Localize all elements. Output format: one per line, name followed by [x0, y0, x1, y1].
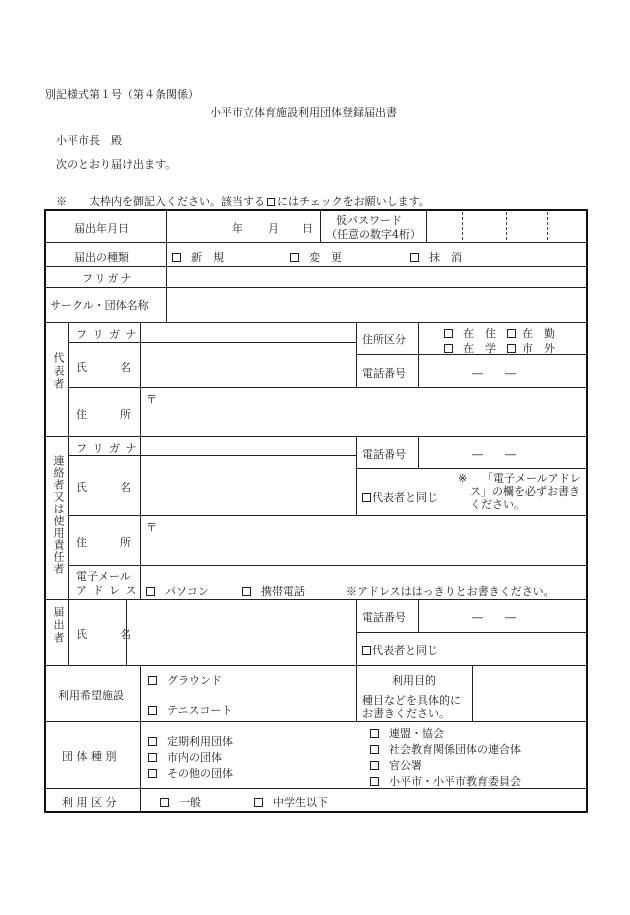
- purpose-input[interactable]: [474, 667, 584, 719]
- option-label: 一般: [179, 796, 201, 809]
- checkbox-icon[interactable]: [254, 798, 263, 807]
- contact-same-as-rep[interactable]: [362, 489, 438, 505]
- type-new-option[interactable]: [172, 249, 224, 265]
- purpose-note: 種目などを具体的にお書きください。: [362, 694, 461, 720]
- checkbox-icon[interactable]: [507, 344, 516, 353]
- checkbox-icon: [267, 198, 275, 206]
- circle-name-label: サークル・団体名称: [50, 299, 149, 312]
- checkbox-icon[interactable]: [148, 769, 157, 778]
- facility-ground-option[interactable]: [148, 672, 222, 688]
- checkbox-icon[interactable]: [148, 706, 157, 715]
- checkbox-icon[interactable]: [410, 253, 419, 262]
- type-label: 届出の種類: [74, 251, 129, 264]
- checkbox-icon[interactable]: [148, 753, 157, 762]
- checkbox-icon[interactable]: [370, 777, 379, 786]
- note-before: 太枠内を御記入ください。該当する: [89, 195, 265, 208]
- password-label: 仮パスワード: [336, 214, 402, 227]
- form-title: 小平市立体育施設利用団体登録届出書: [210, 106, 397, 119]
- email-required-mark: ※: [458, 472, 468, 485]
- option-label: その他の団体: [167, 767, 233, 780]
- address-class-label: 住所区分: [362, 333, 406, 346]
- date-label: 届出年月日: [74, 222, 129, 235]
- option-label: テニスコート: [167, 704, 233, 717]
- purpose-label: 利用目的: [392, 674, 436, 687]
- option-label: 市内の団体: [167, 751, 222, 764]
- type-change-option[interactable]: [290, 249, 342, 265]
- facility-tennis-option[interactable]: [148, 702, 233, 718]
- option-label: 在 住: [463, 327, 496, 340]
- type-delete-option[interactable]: [410, 249, 462, 265]
- checkbox-icon[interactable]: [370, 761, 379, 770]
- option-label: 官公署: [389, 759, 422, 772]
- checkbox-icon[interactable]: [290, 253, 299, 262]
- group-kodaira-option[interactable]: [370, 773, 521, 789]
- postal-mark: 〒: [146, 393, 157, 406]
- group-type-label: 団 体 種 別: [62, 750, 117, 763]
- checkbox-icon[interactable]: [148, 676, 157, 685]
- usage-junior-option[interactable]: [254, 794, 328, 810]
- addressee: 小平市長 殿: [56, 134, 122, 147]
- checkbox-icon[interactable]: [370, 745, 379, 754]
- facility-label: 利用希望施設: [58, 689, 124, 702]
- option-label: 携帯電話: [261, 585, 305, 598]
- group-other-option[interactable]: [148, 765, 233, 781]
- submitter-name-label: 氏 名: [76, 628, 131, 641]
- checkbox-icon[interactable]: [362, 493, 371, 502]
- rep-phone-label: 電話番号: [362, 367, 406, 380]
- same-as-rep-label: 代表者と同じ: [372, 491, 438, 504]
- circle-name-input[interactable]: [168, 289, 584, 320]
- contact-address-label: 住 所: [76, 536, 131, 549]
- group-city-option[interactable]: [148, 749, 222, 765]
- frame-top: [44, 209, 587, 211]
- option-label: 社会教育関係団体の連合体: [389, 743, 521, 756]
- year-unit: 年: [232, 222, 243, 235]
- checkbox-icon[interactable]: [146, 587, 155, 596]
- email-label-line1: 電子メール: [76, 570, 131, 583]
- option-label: パソコン: [165, 585, 209, 598]
- checkbox-icon[interactable]: [507, 329, 516, 338]
- frame-bottom: [44, 811, 587, 813]
- option-label: 連盟・協会: [389, 727, 444, 740]
- note-after: にはチェックをお願いします。: [277, 195, 430, 208]
- submitter-phone-label: 電話番号: [362, 611, 406, 624]
- option-label: 中学生以下: [273, 796, 328, 809]
- day-unit: 日: [302, 222, 313, 235]
- intro-text: 次のとおり届け出ます。: [56, 158, 177, 171]
- email-label-line2: ア ド レ ス: [76, 584, 138, 597]
- option-label: 定期利用団体: [167, 735, 233, 748]
- option-delete-label: 抹 消: [429, 251, 462, 264]
- frame-right: [586, 209, 588, 813]
- address-class-worker[interactable]: [507, 325, 555, 341]
- submitter-same-as-rep[interactable]: [362, 642, 438, 658]
- date-input[interactable]: [168, 212, 318, 240]
- rep-phone-value[interactable]: ― ―: [472, 367, 516, 380]
- address-class-outside[interactable]: [507, 340, 555, 356]
- checkbox-icon[interactable]: [172, 253, 181, 262]
- submitter-section-label: 届出者: [52, 606, 65, 645]
- email-mobile-option[interactable]: [242, 583, 305, 599]
- checkbox-icon[interactable]: [444, 344, 453, 353]
- form-number: 別記様式第１号（第４条関係）: [45, 88, 199, 101]
- month-unit: 月: [268, 222, 279, 235]
- contact-phone-label: 電話番号: [362, 448, 406, 461]
- checkbox-icon[interactable]: [160, 798, 169, 807]
- email-required-note: 「電子メールアドレス」の欄を必ずお書きください。: [470, 472, 581, 511]
- address-class-resident[interactable]: [444, 325, 496, 341]
- group-social-edu-option[interactable]: [370, 741, 521, 757]
- representative-section-label: 代表者: [52, 352, 65, 391]
- usage-label: 利 用 区 分: [62, 796, 117, 809]
- furigana-label: フリガナ: [82, 272, 134, 285]
- contact-section-label: 連絡者又は使用責任者: [52, 455, 65, 575]
- checkbox-icon[interactable]: [444, 329, 453, 338]
- checkbox-icon[interactable]: [242, 587, 251, 596]
- same-as-rep-label: 代表者と同じ: [372, 644, 438, 657]
- instruction-note: [56, 193, 430, 209]
- option-label: 市 外: [522, 342, 555, 355]
- option-new-label: 新 規: [191, 251, 224, 264]
- frame-left: [44, 209, 46, 813]
- postal-mark: 〒: [146, 521, 157, 534]
- submitter-phone-value[interactable]: ― ―: [472, 611, 516, 624]
- option-label: グラウンド: [167, 674, 222, 687]
- rep-furigana-label: フ リ ガ ナ: [76, 328, 138, 341]
- password-input[interactable]: [428, 212, 584, 240]
- rep-name-label: 氏 名: [76, 361, 131, 374]
- note-mark: ※: [56, 195, 67, 208]
- option-label: 在 勤: [522, 327, 555, 340]
- option-change-label: 変 更: [309, 251, 342, 264]
- rep-address-label: 住 所: [76, 408, 131, 421]
- usage-general-option[interactable]: [160, 794, 201, 810]
- option-label: 小平市・小平市教育委員会: [389, 775, 521, 788]
- group-regular-option[interactable]: [148, 733, 233, 749]
- group-federation-option[interactable]: [370, 725, 444, 741]
- email-clarity-note: ※アドレスははっきりとお書きください。: [346, 585, 555, 598]
- address-class-student[interactable]: [444, 340, 496, 356]
- contact-phone-value[interactable]: ― ―: [472, 448, 516, 461]
- checkbox-icon[interactable]: [362, 646, 371, 655]
- contact-name-label: 氏 名: [76, 481, 131, 494]
- group-government-option[interactable]: [370, 757, 422, 773]
- option-label: 在 学: [463, 342, 496, 355]
- contact-furigana-label: フ リ ガ ナ: [76, 442, 138, 455]
- checkbox-icon[interactable]: [370, 729, 379, 738]
- email-pc-option[interactable]: [146, 583, 209, 599]
- password-hint: （任意の数字4桁）: [326, 228, 421, 241]
- furigana-input[interactable]: [168, 268, 584, 285]
- checkbox-icon[interactable]: [148, 737, 157, 746]
